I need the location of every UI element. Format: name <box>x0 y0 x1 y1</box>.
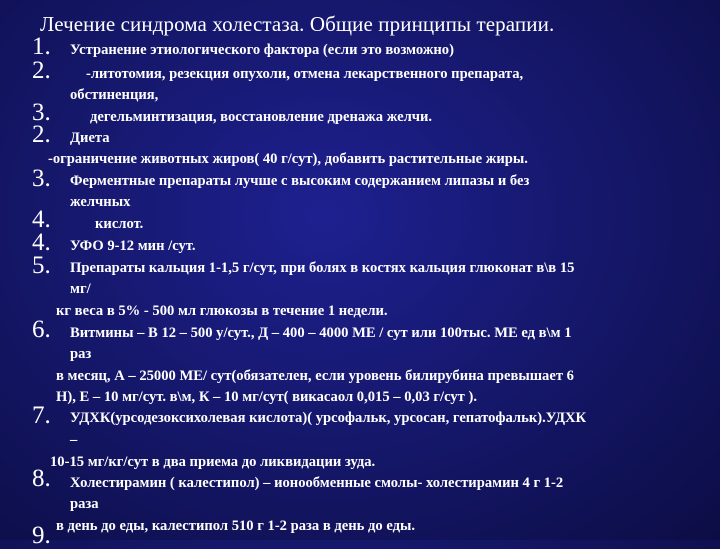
list-line: – <box>70 432 78 448</box>
list-line: -ограничение животных жиров( 40 г/сут), добавить растительные жиры. <box>48 151 528 167</box>
list-number: 9. <box>32 522 51 549</box>
list-number: 7. <box>32 402 51 429</box>
list-line: кислот. <box>95 216 144 232</box>
list-line: -литотомия, резекция опухоли, отмена лекарственного препарата, <box>86 66 524 82</box>
list-line: УДХК(урсодезоксихолевая кислота)( урсофальк, урсосан, гепатофальк).УДХК <box>70 410 587 426</box>
list-line: в месяц, А – 25000 МЕ/ сут(обязателен, если уровень билирубина превышает 6 <box>56 368 574 384</box>
list-line: желчных <box>70 194 131 210</box>
list-number: 2. <box>32 57 51 84</box>
slide-title: Лечение синдрома холестаза. Общие принципы терапии. <box>40 12 555 36</box>
list-number: 3. <box>32 165 51 192</box>
list-line: Диета <box>70 130 110 146</box>
list-line: Устранение этиологического фактора (если это возможно) <box>70 42 454 58</box>
list-number: 8. <box>32 465 51 492</box>
list-line: обстиненция, <box>70 87 159 103</box>
list-line: дегельминтизация, восстановление дренажа желчи. <box>90 109 433 125</box>
list-line: раз <box>70 346 92 362</box>
list-number: 1. <box>32 33 51 60</box>
list-number: 5. <box>32 252 51 279</box>
list-line: Ферментные препараты лучше с высоким содержанием липазы и без <box>70 173 530 189</box>
list-line: в день до еды, калестипол 510 г 1-2 раза в день до еды. <box>56 518 416 534</box>
list-line: раза <box>70 496 99 512</box>
list-number: 2. <box>32 121 51 148</box>
list-number: 4. <box>32 206 51 233</box>
list-number: 6. <box>32 316 51 343</box>
list-line: мг/ <box>70 281 91 297</box>
list-line: УФО 9-12 мин /сут. <box>70 238 196 254</box>
list-line: кг веса в 5% - 500 мл глюкозы в течение 1 недели. <box>56 303 388 319</box>
list-line: Н), Е – 10 мг/сут. в\м, К – 10 мг/сут( викасаол 0,015 – 0,03 г/сут ). <box>56 389 477 405</box>
list-line: Витмины – В 12 – 500 у/сут., Д – 400 – 4000 МЕ / сут или 100тыс. МЕ ед в\м 1 <box>70 325 572 341</box>
list-line: Препараты кальция 1-1,5 г/сут, при болях в костях кальция глюконат в\в 15 <box>70 260 575 276</box>
list-number: 3. <box>32 99 51 126</box>
list-line: Холестирамин ( калестипол) – ионообменные смолы- холестирамин 4 г 1-2 <box>70 475 564 491</box>
list-line: 10-15 мг/кг/сут в два приема до ликвидации зуда. <box>50 454 376 470</box>
list-number: 4. <box>32 229 51 256</box>
